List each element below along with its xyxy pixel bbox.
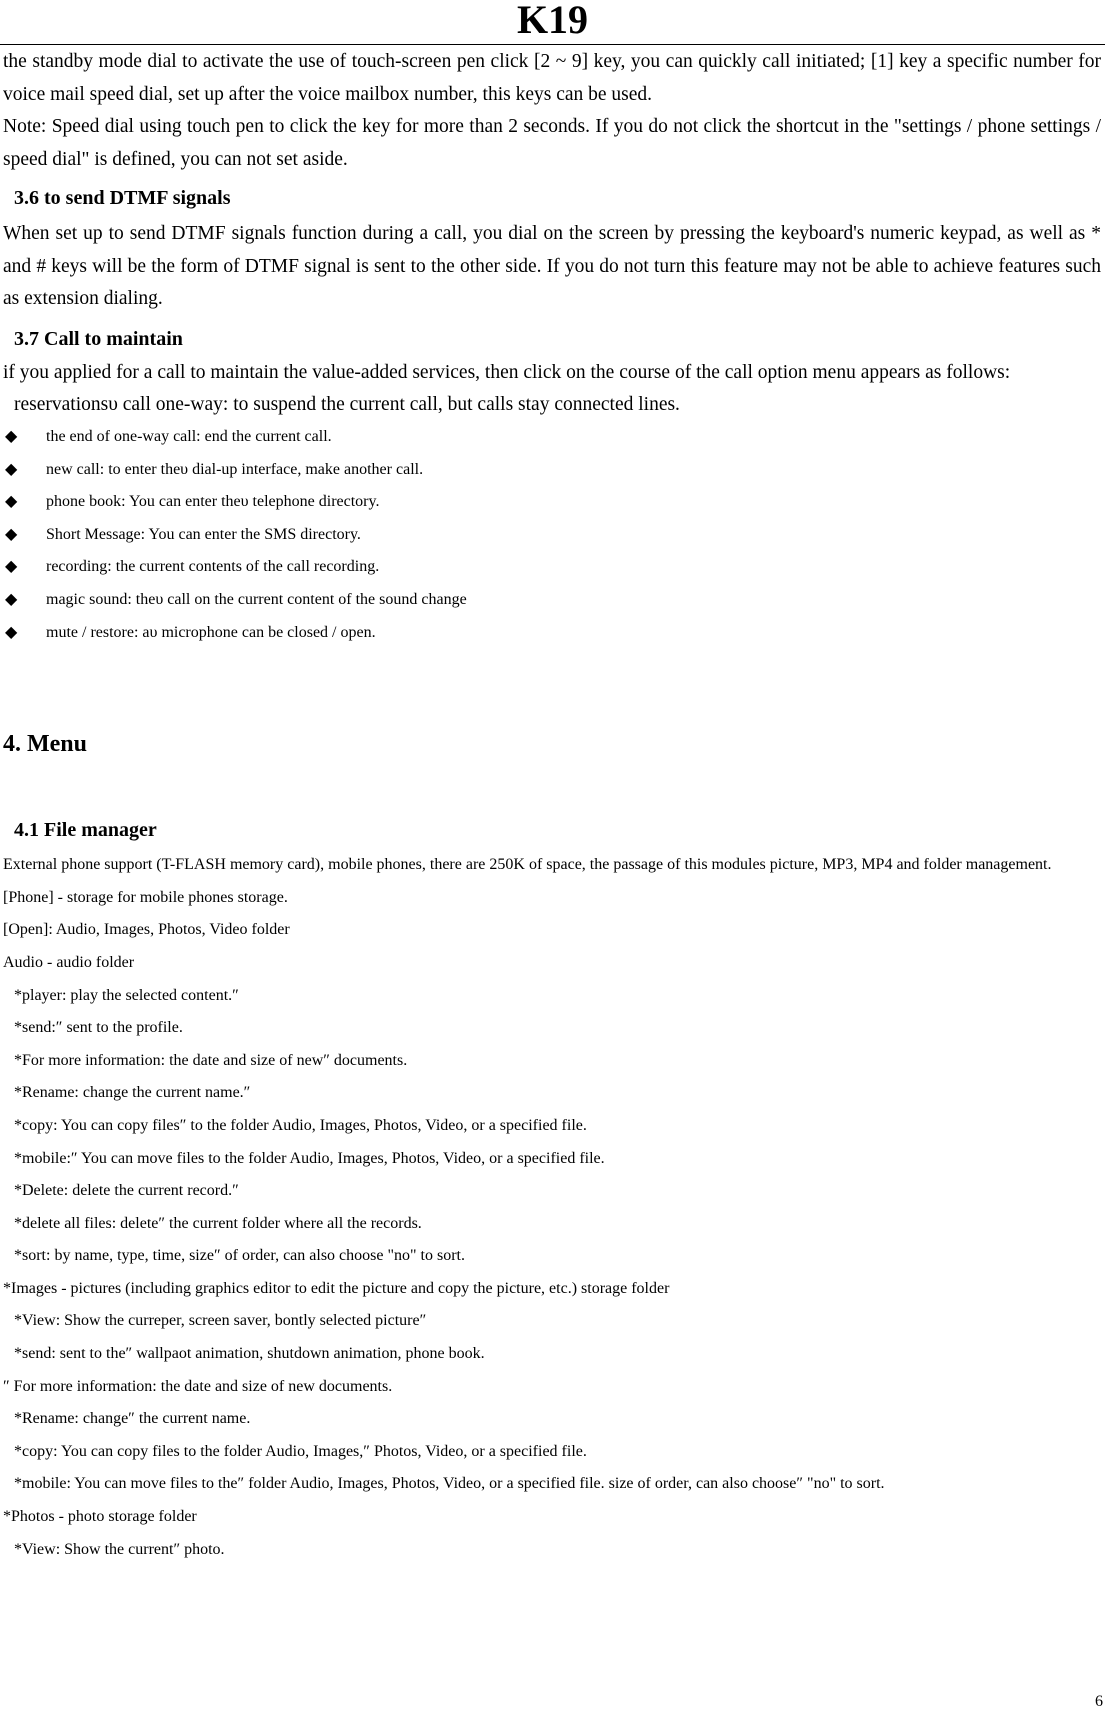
page-header (0, 0, 1105, 45)
list-item: ◆ phone book: You can enter theυ telephone directory. (3, 486, 1101, 519)
diamond-bullet-icon: ◆ (5, 590, 18, 608)
text-line: *Photos - photo storage folder (3, 1508, 197, 1526)
page-number: 6 (1095, 1693, 1103, 1710)
diamond-bullet-icon: ◆ (5, 623, 18, 641)
document-body (3, 46, 1101, 1566)
text-line: *Images - pictures (including graphics editor to edit the picture and copy the picture, etc.) storage folder (3, 1279, 670, 1297)
file-manager-text (3, 849, 1101, 1566)
list-item: ◆ Short Message: You can enter the SMS directory. (3, 519, 1101, 552)
text-line: *Rename: change″ the current name. (14, 1410, 251, 1428)
text-line: ″ For more information: the date and size of new documents. (3, 1377, 393, 1395)
list-item: ◆ recording: the current contents of the call recording. (3, 551, 1101, 584)
text-line: *copy: You can copy files to the folder Audio, Images,″ Photos, Video, or a specified file. (14, 1442, 587, 1460)
reservation-line: reservationsυ call one-way: to suspend the current call, but calls stay connected lines. (14, 394, 680, 415)
diamond-bullet-icon: ◆ (5, 428, 18, 445)
text-line: *send:″ sent to the profile. (14, 1019, 183, 1037)
section-4-1-heading: 4.1 File manager (14, 819, 157, 842)
text-line: *mobile: You can move files to the″ folder Audio, Images, Photos, Video, or a specified file. size of order, can also choose″ "no" to sort. (14, 1475, 885, 1493)
call-options-list (3, 421, 1101, 649)
diamond-bullet-icon: ◆ (5, 558, 18, 576)
text-line: *player: play the selected content.″ (14, 986, 239, 1004)
section-3-7-heading: 3.7 Call to maintain (14, 327, 183, 350)
text-line: Audio - audio folder (3, 953, 135, 971)
text-line: *send: sent to the″ wallpaot animation, shutdown animation, phone book. (14, 1345, 485, 1363)
text-line: *sort: by name, type, time, size″ of order, can also choose "no" to sort. (14, 1247, 465, 1265)
text-line: [Phone] - storage for mobile phones storage. (3, 888, 288, 906)
text-line: *Delete: delete the current record.″ (14, 1182, 239, 1200)
text-line: External phone support (T-FLASH memory card), mobile phones, there are 250K of space, the passage of this modules picture, MP3, MP4 and folder management. (3, 856, 1052, 874)
text-line: *Rename: change the current name.″ (14, 1084, 251, 1102)
text-line: *mobile:″ You can move files to the folder Audio, Images, Photos, Video, or a specified file. (14, 1149, 605, 1167)
text-line: *View: Show the curreper, screen saver, bontly selected picture″ (14, 1312, 427, 1330)
list-item: ◆ mute / restore: aυ microphone can be closed / open. (3, 617, 1101, 650)
list-item: ◆ the end of one-way call: end the current call. (3, 421, 1101, 454)
document-title: K19 (516, 0, 589, 42)
section-3-6-paragraph: When set up to send DTMF signals function during a call, you dial on the screen by pressing the keyboard's numeric keypad, as well as * and # keys will be the form of DTMF signal is sent to the other side. If you do not turn this feature may not be able to achieve features such as extension dialing. (3, 223, 1101, 309)
text-line: *copy: You can copy files″ to the folder Audio, Images, Photos, Video, or a specified file. (14, 1116, 587, 1134)
diamond-bullet-icon: ◆ (5, 493, 18, 511)
speed-dial-note: Note: Speed dial using touch pen to click the key for more than 2 seconds. If you do not click the shortcut in the "settings / phone settings / speed dial" is defined, you can not set aside. (3, 116, 1101, 170)
diamond-bullet-icon: ◆ (5, 525, 18, 543)
text-line: *View: Show the current″ photo. (14, 1540, 225, 1558)
list-item: ◆ new call: to enter theυ dial-up interface, make another call. (3, 454, 1101, 487)
diamond-bullet-icon: ◆ (5, 460, 18, 478)
section-4-heading: 4. Menu (3, 731, 87, 758)
list-item: ◆ magic sound: theυ call on the current content of the sound change (3, 584, 1101, 617)
text-line: *delete all files: delete″ the current folder where all the records. (14, 1214, 422, 1232)
section-3-6-heading: 3.6 to send DTMF signals (14, 187, 231, 209)
text-line: *For more information: the date and size of new″ documents. (14, 1051, 408, 1069)
section-3-7-paragraph: if you applied for a call to maintain the value-added services, then click on the course of the call option menu appears as follows: (3, 361, 1011, 383)
speed-dial-paragraph: the standby mode dial to activate the use of touch-screen pen click [2 ~ 9] key, you can quickly call initiated; [1] key a specific number for voice mail speed dial, set up after the voice mailbox number, this keys can be used. (3, 51, 1101, 105)
text-line: [Open]: Audio, Images, Photos, Video folder (3, 921, 290, 939)
